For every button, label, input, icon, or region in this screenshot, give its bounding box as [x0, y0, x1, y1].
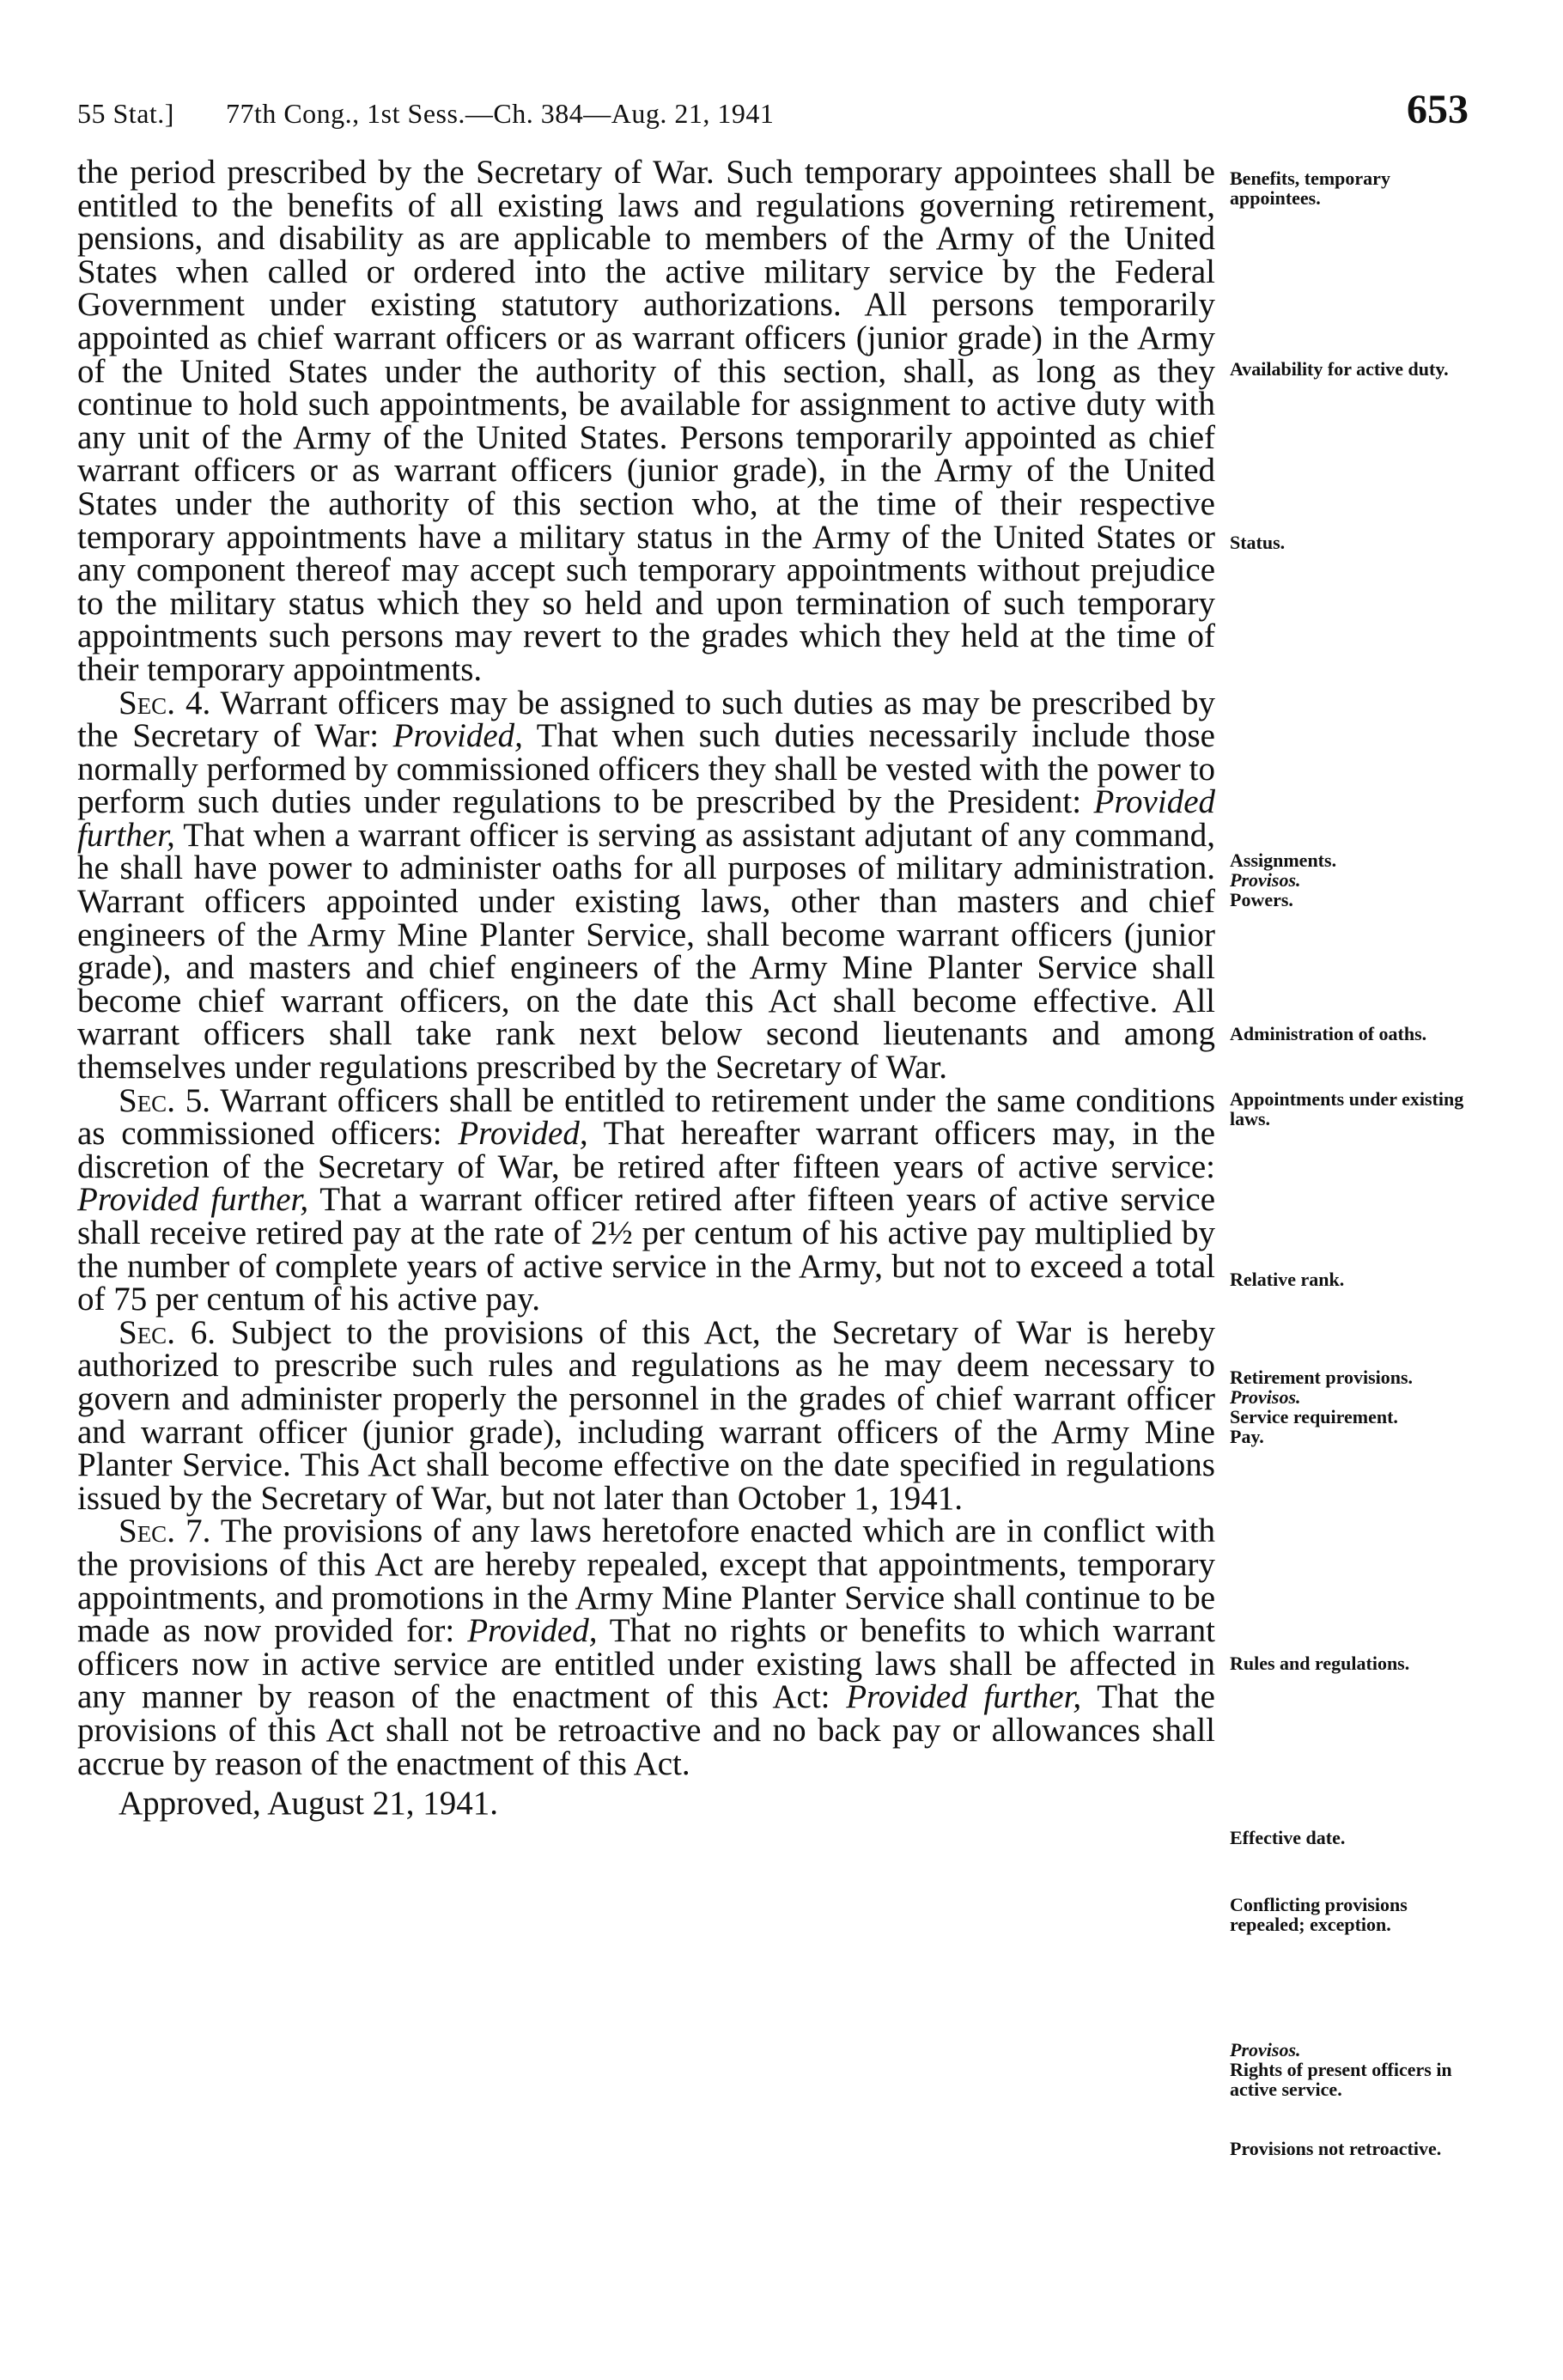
margin-note-assignments: Assignments. Provisos. Powers. — [1230, 849, 1337, 910]
proviso-term: Provided further, — [77, 1181, 309, 1219]
page-header — [77, 86, 1469, 146]
page-number: 653 — [1407, 87, 1469, 132]
section-6: Sec. 6. Subject to the provisions of this Act, the Secretary of War is hereby authorized to prescribe such rules and regulations as he may deem necessary to govern and administer properly the personnel in the grades of chief warrant officer and warrant officer (junior grade), including warrant officers of the Army Mine Planter Service. This Act shall become effective on the date specified in regulations issued by the Secretary of War, but not later than October 1, 1941. — [77, 1313, 1215, 1517]
margin-note-status: Status. — [1230, 532, 1286, 553]
session-citation: 77th Cong., 1st Sess.—Ch. 384—Aug. 21, 1941 — [225, 98, 775, 129]
proviso-term: Provided further, — [846, 1678, 1082, 1716]
margin-note-relative-rank: Relative rank. — [1230, 1269, 1345, 1290]
section-5: Sec. 5. Warrant officers shall be entitled to retirement under the same conditions as commissioned officers: Provided, That hereafter warrant officers may, in the discretion of the Secretary of War, be retired after fifteen years of active service: Provided further, That a warrant officer retired after fifteen years of active service shall receive retired pay at the rate of 2½ per centum of his active pay multiplied by the number of complete years of active service in the Army, but not to exceed a total of 75 per centum of his active pay. — [77, 1081, 1216, 1318]
margin-note-appointments: Appointments under existing laws. — [1230, 1088, 1464, 1129]
proviso-term: Provided, — [467, 1612, 598, 1650]
margin-note-oaths: Administration of oaths. — [1230, 1023, 1427, 1044]
proviso-term: Provided, — [458, 1115, 588, 1153]
section-label: Sec. 4. — [119, 684, 211, 721]
section-label: Sec. 6. — [119, 1313, 216, 1351]
margin-note-retirement: Retirement provisions. Provisos. Service requirement. Pay. — [1230, 1367, 1414, 1447]
section-4: Sec. 4. Warrant officers may be assigned to such duties as may be prescribed by the Secretary of War: Provided, That when such duties necessarily include those normally performed by commissioned officers they shall be vested with the power to perform such duties under regulations to be prescribed by the President: Provided further, That when a warrant officer is serving as assistant adjutant of any command, he shall have power to administer oaths for all purposes of military administration. Warrant officers appointed under existing laws, other than masters and chief engineers of the Army Mine Planter Service, shall become warrant officers (junior grade), and masters and chief engineers of the Army Mine Planter Service shall become chief warrant officers, on the date this Act shall become effective. All warrant officers shall take rank next below second lieutenants and among themselves under regulations prescribed by the Secretary of War. — [77, 684, 1216, 1087]
section-7: Sec. 7. The provisions of any laws heretofore enacted which are in conflict with the provisions of this Act are hereby repealed, except that appointments, temporary appointments, and promotions in the Army Mine Planter Service shall continue to be made as now provided for: Provided, That no rights or benefits to which warrant officers now in active service are entitled under existing laws shall be affected in any manner by reason of the enactment of this Act: Provided further, That the provisions of this Act shall not be retroactive and no back pay or allowances shall accrue by reason of the enactment of this Act. — [77, 1513, 1216, 1782]
margin-note-effective-date: Effective date. — [1230, 1827, 1346, 1848]
section-label: Sec. 7. — [119, 1513, 211, 1550]
paragraph-continuation: the period prescribed by the Secretary of War. Such temporary appointees shall be entitled to the benefits of all existing laws and regulations governing retirement, pensions, and disability as are applicable to members of the Army of the United States when called or ordered into the active military service by the Federal Government under existing statutory authorizations. All persons temporarily appointed as chief warrant officers or as warrant officers (junior grade) in the Army of the United States under the authority of this section, shall, as long as they continue to hold such appointments, be available for assignment to active duty with any unit of the Army of the United States. Persons temporarily appointed as chief warrant officers or as warrant officers (junior grade), in the Army of the United States under the authority of this section who, at the time of their respective temporary appointments have a military status in the Army of the United States or any component thereof may accept such temporary appointments without prejudice to the military status which they so held and upon termination of such temporary appointments such persons may revert to the grades which they held at the time of their temporary appointments. — [77, 154, 1215, 688]
proviso-term: Provided, — [392, 717, 523, 755]
margin-note-rules: Rules and regulations. — [1230, 1653, 1410, 1674]
margin-note-benefits: Benefits, temporary appointees. — [1230, 167, 1390, 209]
proviso-term: Provided further, — [77, 783, 1216, 854]
volume-citation: 55 Stat.] — [77, 98, 174, 129]
approval-line: Approved, August 21, 1941. — [119, 1785, 498, 1823]
section-label: Sec. 5. — [119, 1081, 211, 1119]
margin-note-not-retroactive: Provisions not retroactive. — [1230, 2138, 1442, 2159]
margin-note-availability: Availability for active duty. — [1230, 358, 1449, 380]
running-head — [77, 98, 774, 130]
statute-body — [77, 156, 1215, 1821]
margin-note-rights: Provisos. Rights of present officers in active service. — [1230, 2039, 1452, 2100]
margin-note-conflicting: Conflicting provisions repealed; exception. — [1230, 1894, 1408, 1935]
